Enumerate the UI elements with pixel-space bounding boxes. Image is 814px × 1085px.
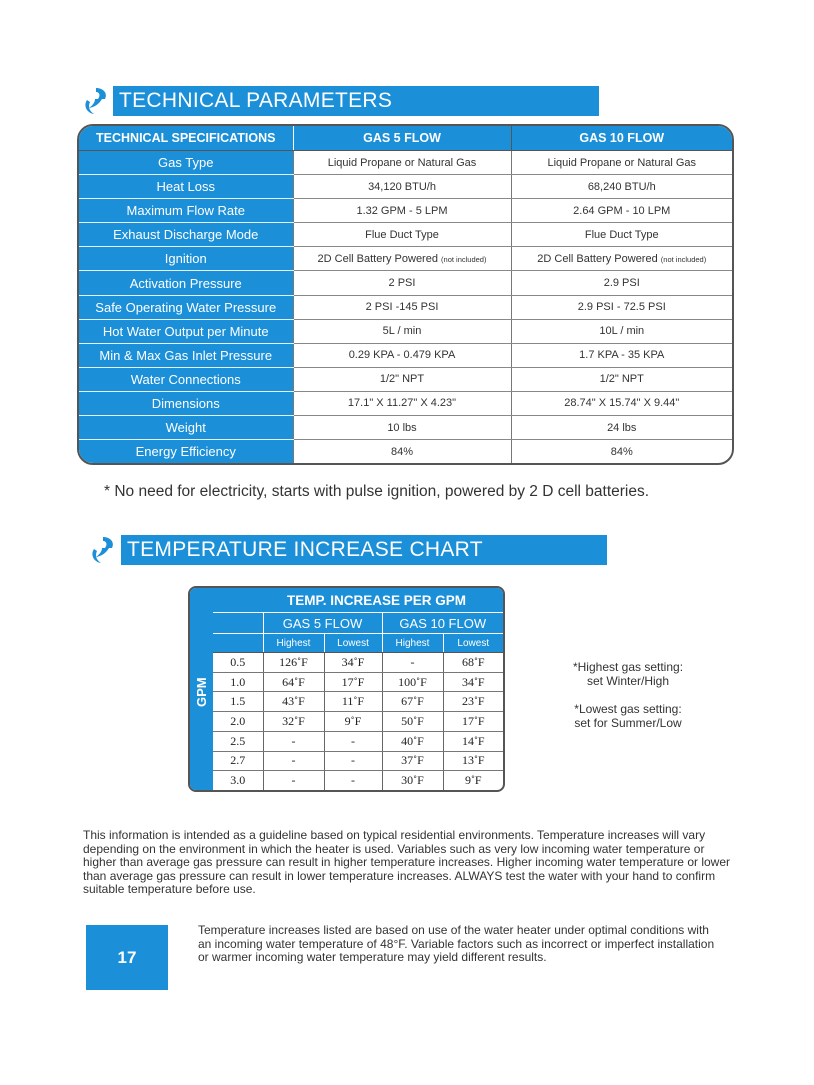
subheader-gas10-highest: Highest: [382, 634, 443, 653]
spec-gas5-value-text: 2 PSI -145 PSI: [365, 301, 439, 314]
spec-gas5-value-text: 17.1" X 11.27" X 4.23": [347, 397, 457, 410]
spec-gas10-value: [511, 223, 732, 247]
blank-cell: [213, 588, 263, 613]
spec-gas5-value: [293, 295, 511, 319]
gas5-lowest: 9˚F: [324, 712, 382, 732]
spec-gas5-value-text: Liquid Propane or Natural Gas: [327, 156, 477, 169]
spec-label: [79, 271, 293, 295]
spec-label-text: Water Connections: [130, 371, 241, 387]
temp-row: [213, 751, 503, 771]
highest-note-line1: *Highest gas setting:: [572, 660, 684, 674]
spec-label-text: Gas Type: [158, 155, 214, 171]
gas10-highest: 67˚F: [382, 692, 443, 712]
spec-row: [79, 391, 732, 415]
spec-gas5-value: [293, 367, 511, 391]
gpm-value: 1.5: [213, 692, 263, 712]
gpm-value: 3.0: [230, 773, 246, 788]
tech-specs-table: [77, 124, 734, 465]
spec-gas5-value: [293, 416, 511, 440]
temperature-disclaimer: Temperature increases listed are based on use of the water heater under optimal conditions with an incoming water temperature of 48°F. Variable factors such as incorrect or imperfect installation or warmer incoming water temperature may yield different results.: [198, 923, 715, 964]
gas10-lowest: 17˚F: [443, 712, 503, 732]
gas10-lowest: 23˚F: [443, 692, 503, 712]
spec-gas5-value: [293, 247, 511, 271]
spec-row: [79, 416, 732, 440]
spec-gas10-value: [511, 319, 732, 343]
spec-row: [79, 199, 732, 223]
spec-label-text: Ignition: [164, 251, 207, 267]
spec-gas10-value: [511, 175, 732, 199]
gas10-highest: -: [382, 653, 443, 673]
spec-gas5-value-text: 1.32 GPM - 5 LPM: [356, 204, 448, 217]
blank-cell: [213, 634, 263, 653]
page-number: 17: [86, 925, 168, 990]
gas5-lowest: -: [324, 751, 382, 771]
gas5-lowest: -: [324, 771, 382, 790]
gas10-highest: 50˚F: [382, 712, 443, 732]
section-title-temperature: TEMPERATURE INCREASE CHART: [121, 535, 607, 565]
spec-label-text: Weight: [165, 420, 206, 436]
gas10-highest: 40˚F: [382, 731, 443, 751]
electricity-note: * No need for electricity, starts with pulse ignition, powered by 2 D cell batteries.: [104, 483, 650, 500]
gas10-highest: 37˚F: [382, 751, 443, 771]
section-title-technical: TECHNICAL PARAMETERS: [113, 86, 599, 116]
spec-row: [79, 440, 732, 463]
spec-gas10-value-text: Liquid Propane or Natural Gas: [547, 156, 697, 169]
subheader-gas5-highest: Highest: [263, 634, 324, 653]
spec-gas5-value: [293, 223, 511, 247]
spec-gas10-value: [511, 391, 732, 415]
spec-label: [79, 319, 293, 343]
header-spec: TECHNICAL SPECIFICATIONS: [79, 126, 293, 151]
temp-row: [213, 731, 503, 751]
spec-gas10-value-text: 10L / min: [599, 325, 645, 338]
spec-gas10-value-text: 2.64 GPM - 10 LPM: [573, 204, 671, 217]
group-gas10: GAS 10 FLOW: [382, 613, 503, 634]
gas10-highest: 100˚F: [382, 672, 443, 692]
spec-gas10-value-text: 2.9 PSI: [603, 277, 640, 290]
spec-label-text: Activation Pressure: [129, 275, 242, 291]
spec-label-text: Heat Loss: [156, 179, 216, 195]
spec-label: [79, 199, 293, 223]
gas5-highest: 43˚F: [263, 692, 324, 712]
gas5-highest: -: [263, 771, 324, 790]
spec-gas10-value: [511, 416, 732, 440]
spec-row: [79, 151, 732, 175]
temp-chart-title: TEMP. INCREASE PER GPM: [263, 588, 503, 613]
spec-gas5-value: [293, 319, 511, 343]
spec-label: [79, 440, 293, 463]
gas10-lowest: 13˚F: [443, 751, 503, 771]
spec-gas10-value: [511, 247, 732, 271]
temperature-increase-table: [188, 586, 505, 792]
spec-label-text: Hot Water Output per Minute: [102, 323, 269, 339]
gpm-axis-bar: [190, 588, 213, 790]
spec-gas10-value-text: 24 lbs: [607, 421, 637, 434]
gas5-lowest: 17˚F: [324, 672, 382, 692]
group-gas5: GAS 5 FLOW: [263, 613, 382, 634]
gpm-axis-label: GPM: [194, 677, 209, 707]
gas5-highest: 126˚F: [263, 653, 324, 673]
gpm-value: 2.5: [213, 731, 263, 751]
spec-row: [79, 175, 732, 199]
not-included-note: (not included): [660, 254, 707, 264]
spec-gas10-value: [511, 343, 732, 367]
spec-label-text: Energy Efficiency: [135, 444, 236, 460]
spec-gas10-value-text: 2.9 PSI - 72.5 PSI: [577, 301, 666, 314]
gas5-highest: -: [263, 731, 324, 751]
not-included-note: (not included): [441, 254, 487, 264]
lowest-note-line2: set for Summer/Low: [574, 716, 682, 730]
spec-label-text: Exhaust Discharge Mode: [113, 227, 259, 243]
spec-label: [79, 151, 293, 175]
gas10-lowest: 68˚F: [443, 653, 503, 673]
brand-logo-icon: [81, 86, 111, 116]
temp-row: [213, 672, 503, 692]
spec-gas10-value-text: 84%: [610, 445, 633, 458]
spec-gas5-value-text: 2 PSI: [388, 277, 416, 290]
spec-row: [79, 223, 732, 247]
spec-gas5-value-text: 34,120 BTU/h: [368, 180, 436, 193]
spec-label: [79, 223, 293, 247]
spec-gas10-value: [511, 440, 732, 463]
spec-gas10-value: [511, 271, 732, 295]
spec-gas5-value: [293, 271, 511, 295]
spec-label: [79, 247, 293, 271]
highest-note-line2: set Winter/High: [586, 674, 670, 688]
spec-gas5-value: [293, 151, 511, 175]
gas10-lowest: 34˚F: [443, 672, 503, 692]
temp-row: [213, 692, 503, 712]
header-gas10: GAS 10 FLOW: [511, 126, 732, 151]
spec-label-text: Safe Operating Water Pressure: [95, 299, 277, 315]
spec-gas5-value: [293, 199, 511, 223]
gas5-lowest: 11˚F: [324, 692, 382, 712]
spec-gas5-value-text: 2D Cell Battery Powered: [317, 252, 438, 265]
blank-cell: [213, 613, 263, 634]
spec-label-text: Min & Max Gas Inlet Pressure: [99, 347, 273, 363]
gpm-value: 0.5: [213, 653, 263, 673]
gpm-value: 2.0: [213, 712, 263, 732]
spec-gas10-value-text: 1/2" NPT: [599, 373, 644, 386]
spec-row: [79, 367, 732, 391]
spec-gas5-value-text: 5L / min: [382, 325, 422, 338]
spec-label: [79, 343, 293, 367]
spec-row: [79, 271, 732, 295]
spec-gas10-value-text: 1.7 KPA - 35 KPA: [579, 349, 665, 362]
subheader-gas10-lowest: Lowest: [443, 634, 503, 653]
brand-logo-icon: [88, 535, 118, 565]
spec-gas10-value: [511, 151, 732, 175]
spec-gas10-value-text: 2D Cell Battery Powered: [537, 252, 658, 265]
gas10-lowest: 14˚F: [443, 731, 503, 751]
header-gas5: GAS 5 FLOW: [293, 126, 511, 151]
spec-gas5-value-text: 84%: [390, 445, 414, 458]
spec-gas5-value: [293, 175, 511, 199]
spec-gas10-value-text: 68,240 BTU/h: [587, 180, 656, 193]
temp-row: [213, 653, 503, 673]
spec-label: [79, 367, 293, 391]
spec-gas5-value-text: 1/2" NPT: [379, 373, 425, 386]
spec-gas5-value: [293, 391, 511, 415]
gas5-lowest: -: [324, 731, 382, 751]
gpm-value: 2.7: [213, 751, 263, 771]
spec-label-text: Dimensions: [151, 395, 220, 411]
guideline-paragraph: This information is intended as a guideline based on typical residential environments. Temperature increases will vary depending on the environment in which the heater is used. Variables such as very low incoming water temperature or higher than average gas pressure can result in higher temperature increases. Higher incoming water temperature or lower than average gas pressure can result in lower temperature increases. ALWAYS test the water with your hand to confirm suitable temperature before use.: [83, 828, 730, 896]
spec-row: [79, 343, 732, 367]
spec-gas10-value: [511, 295, 732, 319]
spec-label: [79, 391, 293, 415]
spec-label: [79, 295, 293, 319]
spec-gas10-value: [511, 367, 732, 391]
gas10-highest: 30˚F: [382, 771, 443, 790]
spec-gas5-value-text: Flue Duct Type: [365, 228, 439, 241]
lowest-note-line1: *Lowest gas setting:: [574, 702, 682, 716]
spec-row: [79, 247, 732, 271]
spec-label: [79, 175, 293, 199]
spec-row: [79, 319, 732, 343]
gas10-lowest: 9˚F: [443, 771, 503, 790]
spec-gas5-value-text: 0.29 KPA - 0.479 KPA: [348, 349, 456, 362]
gpm-value: 1.0: [213, 672, 263, 692]
lowest-setting-note: [548, 702, 708, 730]
highest-setting-note: [548, 660, 708, 688]
spec-gas5-value-text: 10 lbs: [387, 421, 417, 434]
spec-gas10-value-text: 28.74" X 15.74" X 9.44": [564, 397, 680, 410]
gas5-highest: -: [263, 751, 324, 771]
gas5-highest: 32˚F: [263, 712, 324, 732]
spec-gas10-value: [511, 199, 732, 223]
gas5-lowest: 34˚F: [324, 653, 382, 673]
spec-gas5-value: [293, 343, 511, 367]
temp-row: [213, 771, 503, 790]
spec-row: [79, 295, 732, 319]
spec-label-text: Maximum Flow Rate: [126, 203, 245, 219]
spec-gas5-value: [293, 440, 511, 463]
spec-label: [79, 416, 293, 440]
temp-row: [213, 712, 503, 732]
spec-gas10-value-text: Flue Duct Type: [584, 228, 659, 241]
gas5-highest: 64˚F: [263, 672, 324, 692]
subheader-gas5-lowest: Lowest: [324, 634, 382, 653]
